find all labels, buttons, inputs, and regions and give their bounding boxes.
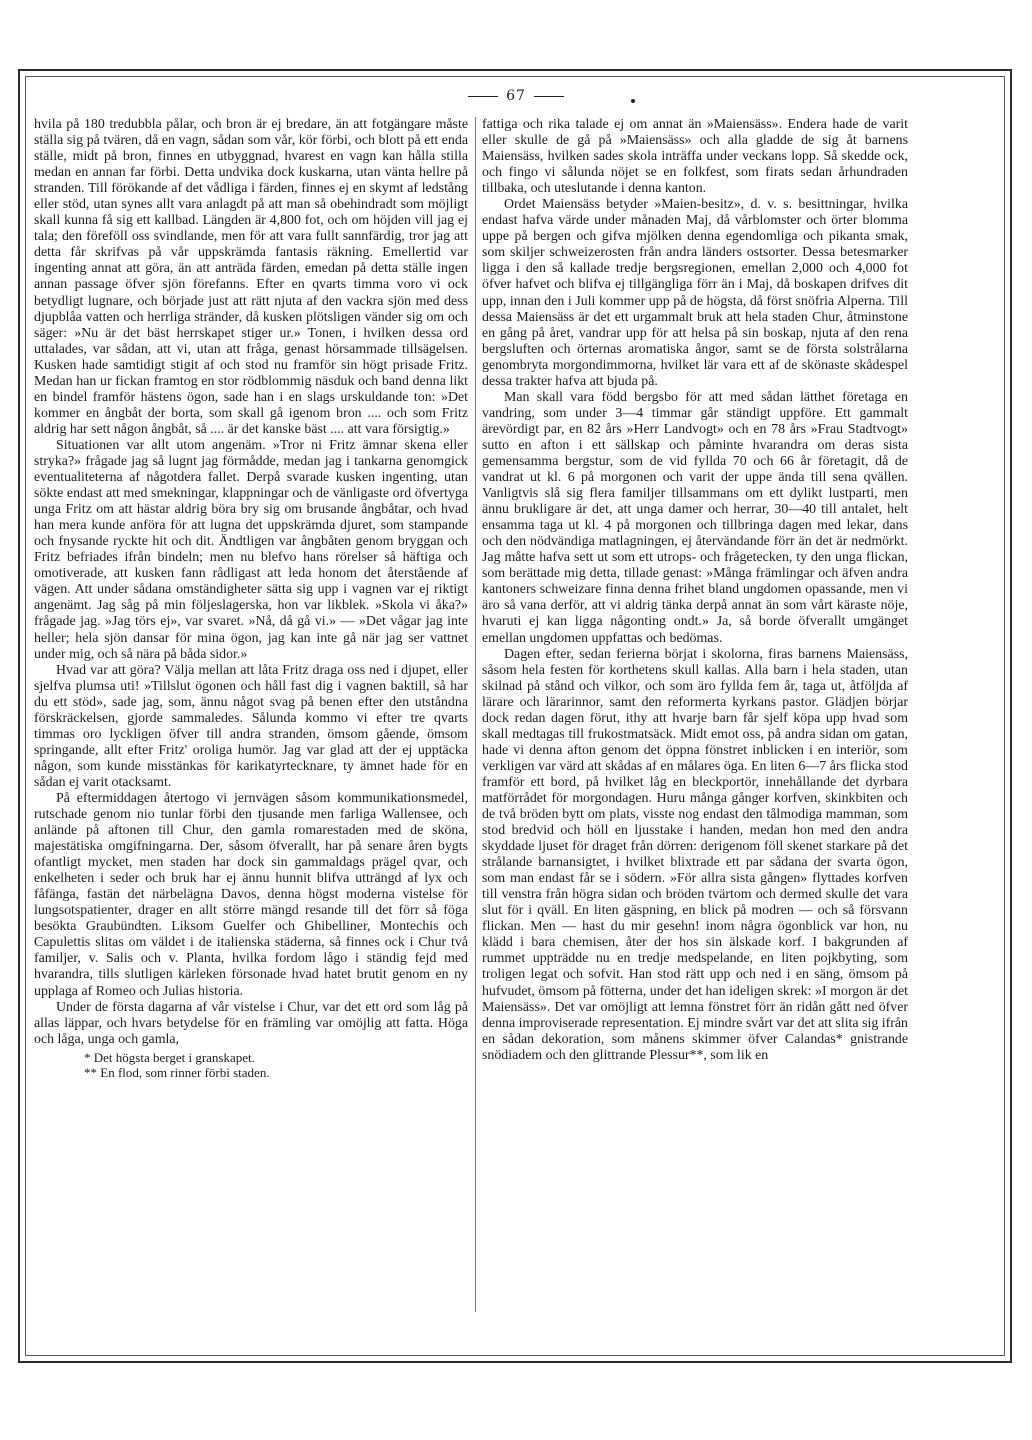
left-paragraph-1: hvila på 180 tredubbla pålar, och bron är ej bredare, än att fotgängare måste ställa sig på tvären, då en vagn, sådan som vår, kör förbi, och blott på ett enda ställe, midt på bron, finnes en utbyggnad, hvarest en vagn kan hålla stilla medan en annan far förbi. Detta undvika dock kuskarna, utan vänta hellre på stranden. Till förökande af det vådliga i färden, finnes ej en skymt af ledstång eller stöd, utan synes allt vara anlagdt på att man så obehindradt som möjligt skall kunna få sig ett kallbad. Längden är 4,800 fot, och om höjden vill jag ej tala; den föreföll oss svindlande, men för att vara fullt sannfärdig, tror jag att detta får skrifvas på vår uppskrämda fantasis räkning. Emellertid var ingenting annat att göra, än att anträda färden, emedan på detta ställe ingen annan passage öfver sjön förefanns. Efter en qvarts timma voro vi ock betydligt lugnare, och började just att rätt njuta af den vackra sjön med dess djupblåa vatten och herrliga stränder, då kusken plötsligen vänder sig om och säger: »Nu är det bäst herrskapet stiger ur.» Tonen, i hvilken dessa ord uttalades, var sådan, att vi, utan att fråga, genast hörsammade tillsägelsen. Kusken hade samtidigt stigit af och stod nu framför sin högt prisade Fritz. Medan han ur fickan framtog en stor rödblommig näsduk och band denna likt en bindel framför hästens ögon, sade han i en slags urskuldande ton: »Det kommer en ångbåt der borta, som skall gå igenom bron .... och som Fritz aldrig har sett någon ångbåt, så .... är det kanske bäst .... att vara försigtig.» <box>34 117 468 437</box>
page-number <box>0 88 1032 104</box>
right-paragraph-2: Ordet Maiensäss betyder »Maien-besitz», d. v. s. besittningar, hvilka endast hafva värde under månaden Maj, då vårblomster och örter blomma uppe på bergen och gifva mjölken denna egendomliga och pikanta smak, som skiljer schweizerosten från andra länders ostsorter. Dessa betesmarker ligga i den så kallade tredje bergsregionen, emellan 2,000 och 4,000 fot öfver hafvet och blifva ej tillgängliga förr än i Maj, då boskapen drifves dit upp, innan den i Juli kommer upp på de högsta, då först snöfria Alperna. Till dessa Maiensäss är det ett urgammalt bruk att hela staden Chur, åtminstone en gång på året, vandrar upp för att helsa på sin boskap, njuta af den rena bergsluften och örternas aromatiska ångor, samt se de första solstrålarna genombryta morgondimmorna, hvilket lär vara ett af de skönaste skådespel dessa trakter hafva att bjuda på. <box>482 197 908 389</box>
folio-dash-left <box>468 96 498 97</box>
folio-dash-right <box>534 96 564 97</box>
ink-dot <box>631 99 635 103</box>
column-divider <box>475 117 476 1312</box>
page-number-text: 67 <box>506 88 526 104</box>
left-column <box>34 117 468 1080</box>
left-paragraph-2: Situationen var allt utom angenäm. »Tror ni Fritz ämnar skena eller stryka?» frågade jag så lugnt jag förmådde, medan jag i tankarna genomgick eventualiteterna af någotdera fallet. Derpå svarade kusken ingenting, utan sökte endast att med smekningar, klappningar och de vänligaste ord öfvertyga unga Fritz om att hästar aldrig böra bry sig om brusande ångbåtar, och hvad han mera kunde anföra för att lugna det uppskrämda djuret, som stampande och fnysande ryckte hit och dit. Ändtligen var ångbåten genom bryggan och Fritz befriades ifrån bindeln; men nu blefvo hans rörelser så häftiga och omotiverade, att kusken fann rådligast att leda honom det återstående af vägen. Att under sådana omständigheter sätta sig upp i vagnen var ej riktigt angenämt. Jag såg på min följeslagerska, hon var likblek. »Skola vi åka?» frågade jag. »Jag törs ej», var svaret. »Nå, då gå vi.» — »Det vågar jag inte heller; hela sjön dansar för mina ögon, jag kan inte gå när jag ser vattnet under mig, och så nära på båda sidor.» <box>34 437 468 662</box>
right-paragraph-3: Man skall vara född bergsbo för att med sådan lätthet företaga en vandring, som under 3—4 timmar går ständigt uppföre. Ett gammalt ärevördigt par, en 82 års »Herr Landvogt» och en 78 års »Frau Stadtvogt» sutto en afton i ett sällskap och påminte hvarandra om deras sista gemensamma bergstur, som de vid fyllda 70 och 66 år företagit, då de vandrat ut kl. 6 på morgonen och varit der uppe ända till sena qvällen. Vanligtvis slå sig flera familjer tillsammans om ett dylikt lustparti, men ännu brukligare är det, att unga damer och herrar, 30—40 till antalet, helt ensamma taga ut kl. 4 på morgonen och tillbringa dagen med lekar, dans och den nödvändiga matlagningen, ej återvändande förr än det är nedmörkt. Jag måtte hafva sett ut som ett utrops- och frågetecken, ty den unga flickan, som berättade mig detta, tillade genast: »Många främlingar och äfven andra kantoners schweizare finna denna frihet bland ungdomen opassande, men vi äro så vana derför, att vi aldrig tänka derpå annat än som vårt käraste nöje, hvaruti ej kan ligga någonting ondt.» Ja, så borde öfverallt umgänget emellan ungdomen uppfattas och bedömas. <box>482 389 908 646</box>
left-paragraph-5: Under de första dagarna af vår vistelse i Chur, var det ett ord som låg på allas läppar, och hvars betydelse för en främling var omöjlig att fatta. Höga och låga, unga och gamla, <box>34 999 468 1047</box>
footnotes <box>34 1050 468 1080</box>
footnote-1: * Det högsta berget i granskapet. <box>84 1049 255 1065</box>
left-paragraph-4: På eftermiddagen återtogo vi jernvägen såsom kommunikationsmedel, rutschade genom nio tunlar förbi den tjusande men farliga Wallensee, och anlände på aftonen till Chur, den gamla romarestaden med de sköna, majestätiska omgifningarna. Der, såsom öfverallt, har på senare åren bygts ofantligt mycket, men staden har dock sin gammaldags prägel qvar, och enkelheten i seder och bruk har ej ännu hunnit blifva utträngd af lyx och fåfänga, fastän det närbelägna Davos, denna högst moderna vistelse för lungsotspatienter, drager en allt större mängd resande till det förr så föga besökta Graubündten. Liksom Guelfer och Ghibelliner, Montechis och Capulettis slitas om väldet i de italienska städerna, så finnes ock i Chur två familjer, v. Salis och v. Planta, hvilka fordom lågo i ständig fejd med hvarandra, tills slutligen kärleken försonade hvad hatet brutit genom en ny upplaga af Romeo och Julias historia. <box>34 790 468 999</box>
right-column <box>482 117 908 1064</box>
right-paragraph-1: fattiga och rika talade ej om annat än »Maiensäss». Endera hade de varit eller skulle de gå på »Maiensäss» och alla gladde de sig åt barnens Maiensäss, hvilken sades skola inträffa under veckans lopp. Så skedde ock, och fingo vi sålunda nöjet se en folkfest, som firats sedan århundraden tillbaka, och uteslutande i denna kanton. <box>482 117 908 197</box>
right-paragraph-4: Dagen efter, sedan ferierna börjat i skolorna, firas barnens Maiensäss, såsom hela festen för korthetens skull kallas. Alla barn i hela staden, utan skilnad på stånd och vilkor, och som äro fyllda fem år, taga ut, åtföljda af lärare och lärarinnor, samt den reformerta kyrkans pastor. Glädjen börjar dock redan dagen förut, ithy att hvarje barn får sjelf köpa upp hvad som skall medtagas till frukostmatsäck. Midt emot oss, på andra sidan om gatan, hade vi denna afton genom det öppna fönstret inblicken i en interiör, som verkligen var värd att skådas af en målares öga. En liten 6—7 års flicka stod framför ett bord, på hvilket låg en bleckportör, innehållande det dyrbara matförrådet för morgondagen. Huru många gånger korfven, skinkbiten och de två bröden bytt om plats, visste nog endast den tålmodiga mamman, som stod bredvid och höll en ljusstake i handen, medan hon med den andra skyddade ljuset för draget från dörren: derigenom föll skenet starkare på det strålande barnansigtet, i hvilket blixtrade ett par sådana der svarta ögon, som man endast får se i södern. »För allra sista gången» flyttades korfven till venstra från högra sidan och bröden tvärtom och dermed skulle det vara slut för i qväll. En liten gäspning, en blick på modren — och så försvann flickan. Men — hast du mir gesehn! inom några ögonblick var hon, nu klädd i bara chemisen, åter der hos sin älskade korf. I bakgrunden af rummet uppträdde nu en tredje medspelande, en liten pojkbyting, som troligen legat och sofvit. Han stod rätt upp och ned i en säng, ömsom på hufvudet, ömsom på fötterna, under det han ideligen skrek: »I morgon är det Maiensäss». Det var omöjligt att lemna fönstret förr än ridån gått ned öfver denna improviserade representation. Ej mindre svårt var det att slita sig ifrån en sådan dekoration, som månens skimmer öfver Calandas* gnistrande snödiadem och den glittrande Plessur**, som lik en <box>482 646 908 1063</box>
footnote-2: ** En flod, som rinner förbi staden. <box>84 1064 270 1080</box>
left-paragraph-3: Hvad var att göra? Välja mellan att låta Fritz draga oss ned i djupet, eller sjelfva plumsa uti! »Tillslut ögonen och håll fast dig i vagnen baktill, så har du ett stöd», sade jag, som, ännu något svag på benen efter den utståndna förskräckelsen, gjorde sammaledes. Sålunda kommo vi efter tre qvarts timmas oro lyckligen öfver till andra stranden, ömsom gående, ömsom springande, allt efter Fritz' oroliga humör. Jag var glad att der ej upptäcka någon, som kunde misstänkas för karikatyrtecknare, ty ämnet hade för en sådan ej varit otacksamt. <box>34 662 468 790</box>
